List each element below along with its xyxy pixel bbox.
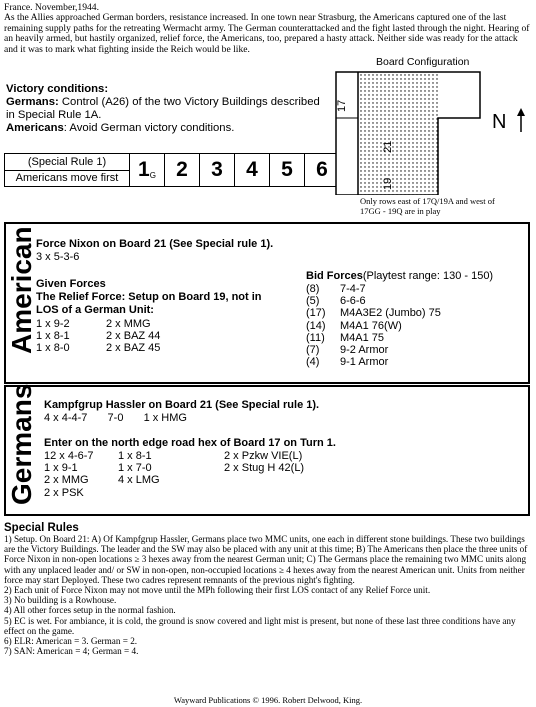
board-configuration-diagram [328,70,528,195]
list-item: 1 x 8-0 [36,342,70,355]
victory-title: Victory conditions: [6,83,109,95]
north-arrow-icon [517,108,525,132]
list-item: 2 x PSK [44,486,84,499]
list-item: 2 x Pzkw VIE(L) [224,450,303,462]
given-forces-title: Given Forces [36,278,106,290]
german-forces-panel [4,385,530,516]
north-label: N [492,111,507,133]
turn-box-5: 5 [270,154,305,187]
relief-force-title-2: LOS of a German Unit: [36,304,154,316]
board-config-title: Board Configuration [376,56,470,68]
kampfgrup-units [44,412,187,424]
enter-forces-title: Enter on the north edge road hex of Board 17 on Turn 1. [44,437,336,449]
list-item: 7-0 [107,412,124,424]
bid-units-list [340,283,441,368]
list-item: 1 x 8-1 [118,450,152,462]
turn-1-german-marker: G [149,171,156,180]
american-side-label: American [6,226,37,354]
list-item: 1 x 7-0 [118,462,152,475]
list-item: 12 x 4-6-7 [44,450,94,462]
list-item: M4A1 75 [340,331,385,344]
list-item: (5) [306,295,320,308]
scenario-intro [4,3,532,55]
rule-item: 2) Each unit of Force Nixon may not move until the MPh following their first LOS contact of any Relief Force unit. [4,585,431,596]
special-rules-list [4,534,532,656]
rule-item: 7) SAN: American = 4; German = 4. [4,646,139,657]
enter-vehicles-list [224,450,304,474]
list-item: 2 x BAZ 45 [106,342,161,355]
bid-forces-heading [306,270,493,282]
rule-item: 5) EC is wet. For ambiance, it is cold, the ground is snow covered and light mist is present, but none of these last three conditions have any effect on the game. [4,615,516,636]
relief-weapons-list [106,318,160,355]
americans-condition: : Avoid German victory conditions. [63,122,235,134]
list-item: 7-4-7 [340,283,366,295]
list-item: M4A3E2 (Jumbo) 75 [340,307,441,320]
germans-condition: Control (A26) of the two Victory Buildings described in Special Rule 1A. [6,96,320,121]
list-item: 1 x 8-1 [36,330,70,343]
force-nixon-units: 3 x 5-3-6 [36,251,80,263]
turn-record-rule: (Special Rule 1) [5,154,130,171]
list-item: 1 x HMG [143,412,187,424]
victory-conditions [6,83,326,135]
relief-force-title-1: The Relief Force: Setup on Board 19, not in [36,291,262,303]
bid-costs-list [306,283,326,368]
rule-item: 3) No building is a Rowhouse. [4,595,117,606]
list-item: 2 x BAZ 44 [106,330,161,343]
turn-box-1: $1_G$ [130,154,165,187]
list-item: M4A1 76(W) [340,319,402,332]
list-item: 2 x MMG [106,318,151,330]
list-item: 9-1 Armor [340,356,389,369]
relief-leaders-list [36,318,70,355]
turn-record-first-move: Americans move first [5,170,130,187]
victory-americans [6,122,326,135]
turn-box-6: 6 [305,154,340,187]
special-rules-title: Special Rules [4,522,79,534]
intro-heading: France. November,1944. [4,2,99,13]
turn-box-3: 3 [200,154,235,187]
list-item: 2 x Stug H 42(L) [224,462,305,475]
victory-germans [6,96,326,122]
turn-box-4: 4 [235,154,270,187]
turn-record-track [4,153,340,187]
germans-label: Germans: [6,96,59,108]
list-item: (17) [306,307,326,320]
board-label-21: 21 [382,140,394,153]
turn-box-2: 2 [165,154,200,187]
list-item: 4 x LMG [118,474,160,487]
list-item: 1 x 9-1 [44,462,78,475]
intro-body: As the Allies approached German borders, resistance increased. In one town near Strasburg, the Americans captured one of the last remaining supply paths for the retreating Wermacht army. The German counterattacked and the fight lasted through the night. Hearing of an heavily armed, but hastily organized, relief force, the Americans, too, prepared a hasty attack. Neither side was ready for the attack and it was to mark what fighting inside the Reich would be like. [4,12,530,55]
bid-forces-title: Bid Forces [306,270,363,282]
enter-leaders-list [118,450,160,487]
force-nixon-title: Force Nixon on Board 21 (See Special rule 1). [36,238,274,250]
list-item: (7) [306,344,320,357]
rule-item: 1) Setup. On Board 21: A) Of Kampfgrup Hassler, Germans place two MMC units, one each in different stone buildings. These two buildings are the Victory Buildings. The leader and the SW may also be placed with any unit at this time; B) The Americans then place the three units of Force Nixon in non-open locations ≥ 3 hexes away from the nearest German unit; C) The Germans place the remaining two MMC units along with any unplaced leader and/ or SW in non-open, non-occupied locations ≥ 4 hexes away from the nearest American unit. Units from neither force may start Deployed. These two cadres represent remnants of the previous night's fighting. [4,534,528,585]
list-item: 4 x 4-4-7 [44,412,88,424]
list-item: 2 x MMG [44,474,89,487]
board-note: Only rows east of 17Q/19A and west of 17GG - 19Q are in play [360,196,495,216]
list-item: 9-2 Armor [340,344,389,357]
board-label-17: 17 [336,99,348,112]
bid-range: (Playtest range: 130 - 150) [362,270,494,282]
list-item: (8) [306,283,320,295]
board-label-19: 19 [382,177,394,190]
list-item: (14) [306,319,326,332]
german-side-label: Germans [6,383,37,505]
list-item: (11) [306,331,325,344]
rule-item: 6) ELR: American = 3. German = 2. [4,636,138,647]
publisher-footer: Wayward Publications © 1996. Robert Delwood, King. [173,695,363,705]
americans-label: Americans [6,122,64,134]
in-play-area [358,72,438,195]
american-forces-panel [4,222,530,384]
kampfgrup-title: Kampfgrup Hassler on Board 21 (See Special rule 1). [44,399,320,411]
rule-item: 4) All other forces setup in the normal fashion. [4,605,176,616]
list-item: (4) [306,356,320,369]
list-item: 1 x 9-2 [36,318,70,330]
list-item: 6-6-6 [340,295,366,308]
enter-infantry-list [44,450,94,499]
